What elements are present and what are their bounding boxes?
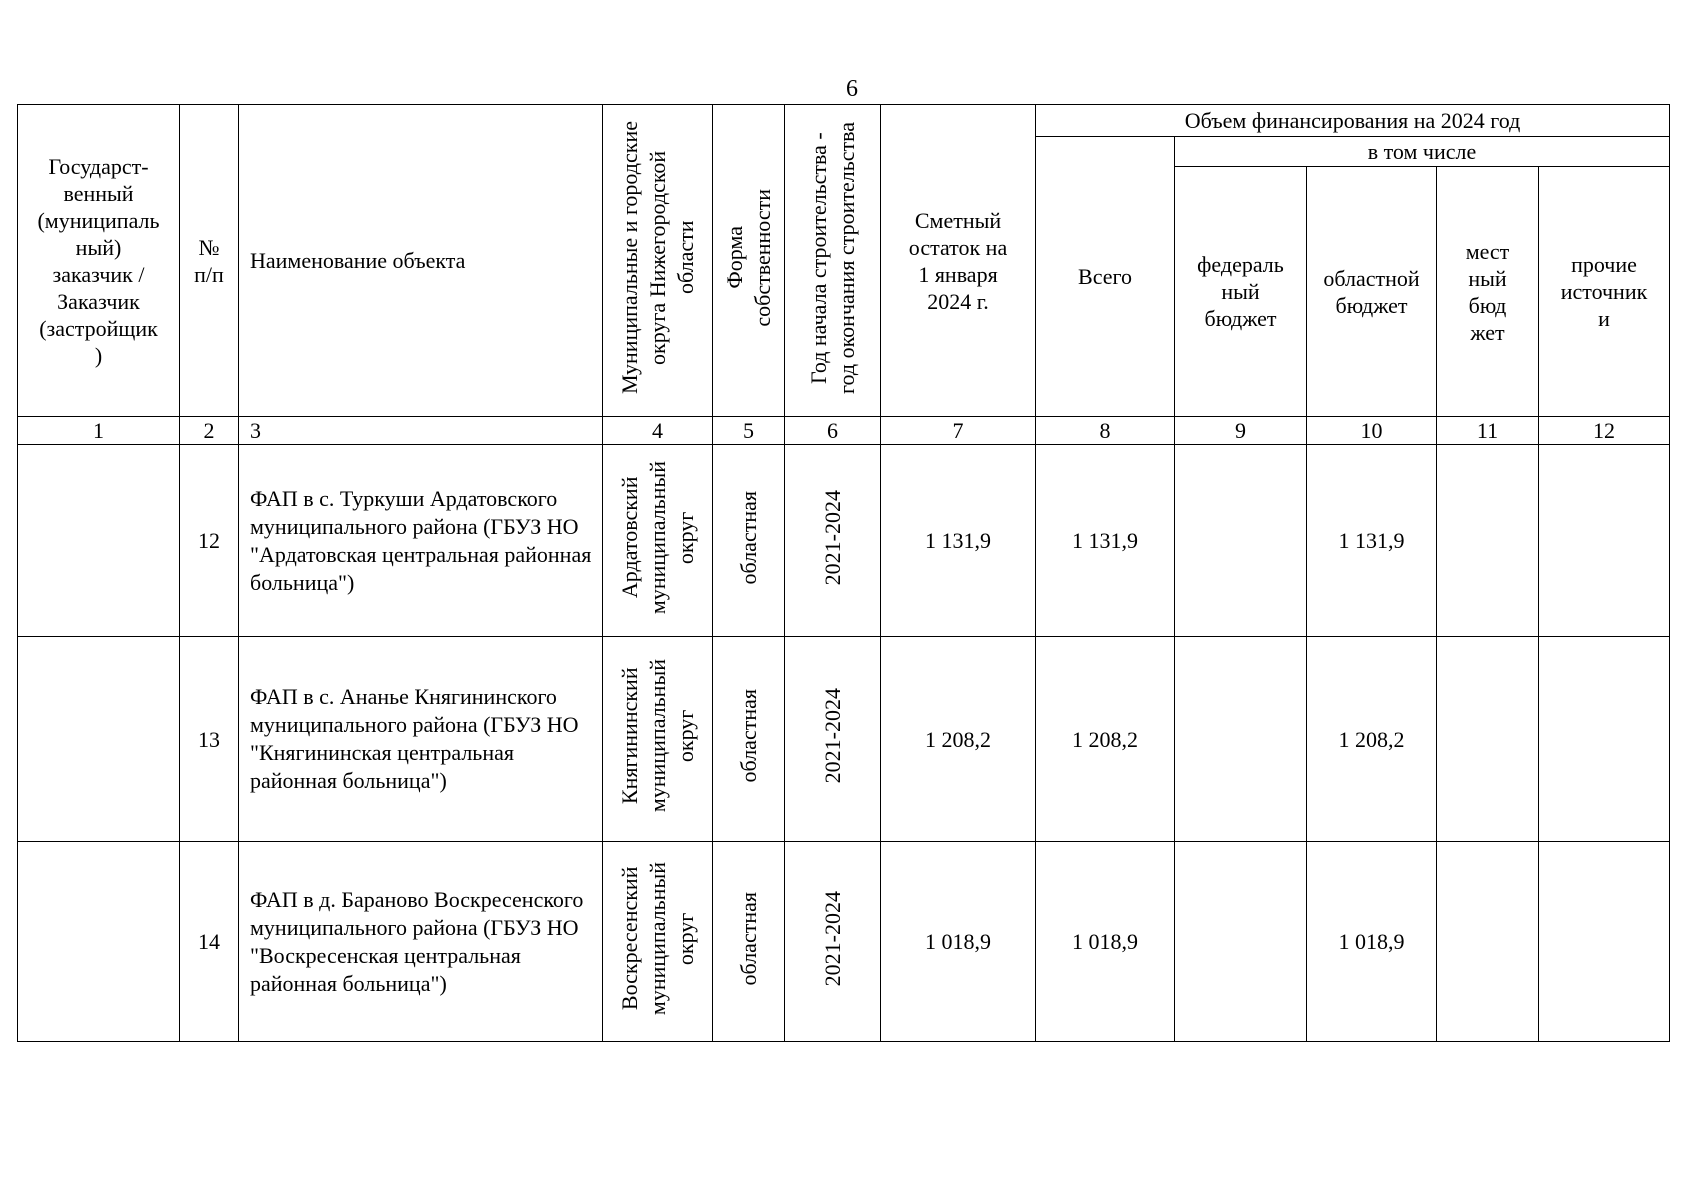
row-local (1437, 637, 1539, 842)
row-local (1437, 842, 1539, 1042)
row-ownership: областная (713, 637, 785, 842)
column-number: 12 (1539, 417, 1670, 445)
row-object-name: ФАП в с. Туркуши Ардатовского муниципального района (ГБУЗ НО "Ардатовская центральная районная больница") (239, 445, 603, 637)
row-years: 2021-2024 (785, 842, 881, 1042)
header-federal: федераль ный бюджет (1175, 167, 1307, 417)
row-ownership: областная (713, 842, 785, 1042)
column-number: 7 (881, 417, 1036, 445)
row-federal (1175, 445, 1307, 637)
row-customer (18, 842, 180, 1042)
page-number: 6 (846, 76, 858, 102)
header-object-name: Наименование объекта (239, 105, 603, 417)
row-regional: 1 208,2 (1307, 637, 1437, 842)
column-number: 5 (713, 417, 785, 445)
header-number: № п/п (180, 105, 239, 417)
row-district: Воскресенский муниципальный округ (603, 842, 713, 1042)
row-object-name: ФАП в с. Ананье Княгининского муниципального района (ГБУЗ НО "Княгининская центральная районная больница") (239, 637, 603, 842)
column-number: 1 (18, 417, 180, 445)
row-years: 2021-2024 (785, 637, 881, 842)
table-row (18, 637, 1670, 842)
row-federal (1175, 637, 1307, 842)
column-number: 11 (1437, 417, 1539, 445)
row-total: 1 208,2 (1036, 637, 1175, 842)
header-local: мест ный бюд жет (1437, 167, 1539, 417)
row-other (1539, 842, 1670, 1042)
row-district: Ардатовский муниципальный округ (603, 445, 713, 637)
row-customer (18, 445, 180, 637)
row-number: 14 (180, 842, 239, 1042)
row-estimate: 1 208,2 (881, 637, 1036, 842)
financing-table (17, 104, 1670, 1042)
header-funding-group: Объем финансирования на 2024 год (1036, 105, 1670, 137)
row-other (1539, 637, 1670, 842)
row-total: 1 131,9 (1036, 445, 1175, 637)
row-ownership: областная (713, 445, 785, 637)
header-years: Год начала строительства - год окончания строительства (785, 105, 881, 417)
header-other: прочие источник и (1539, 167, 1670, 417)
header-total: Всего (1036, 137, 1175, 417)
row-other (1539, 445, 1670, 637)
column-number-row (18, 417, 1670, 445)
row-total: 1 018,9 (1036, 842, 1175, 1042)
header-ownership: Форма собственности (713, 105, 785, 417)
row-regional: 1 131,9 (1307, 445, 1437, 637)
table-row (18, 445, 1670, 637)
column-number: 3 (239, 417, 603, 445)
row-estimate: 1 131,9 (881, 445, 1036, 637)
column-number: 8 (1036, 417, 1175, 445)
row-district: Княгининский муниципальный округ (603, 637, 713, 842)
row-number: 12 (180, 445, 239, 637)
header-including: в том числе (1175, 137, 1670, 167)
column-number: 6 (785, 417, 881, 445)
row-customer (18, 637, 180, 842)
header-estimate: Сметный остаток на 1 января 2024 г. (881, 105, 1036, 417)
column-number: 9 (1175, 417, 1307, 445)
header-regional: областной бюджет (1307, 167, 1437, 417)
column-number: 10 (1307, 417, 1437, 445)
row-years: 2021-2024 (785, 445, 881, 637)
header-customer: Государст- венный (муниципаль ный) заказчик / Заказчик (застройщик ) (18, 105, 180, 417)
row-regional: 1 018,9 (1307, 842, 1437, 1042)
row-estimate: 1 018,9 (881, 842, 1036, 1042)
row-number: 13 (180, 637, 239, 842)
row-local (1437, 445, 1539, 637)
row-federal (1175, 842, 1307, 1042)
column-number: 4 (603, 417, 713, 445)
table-row (18, 842, 1670, 1042)
row-object-name: ФАП в д. Бараново Воскресенского муниципального района (ГБУЗ НО "Воскресенская центральная районная больница") (239, 842, 603, 1042)
header-district: Муниципальные и городские округа Нижегородской области (603, 105, 713, 417)
column-number: 2 (180, 417, 239, 445)
